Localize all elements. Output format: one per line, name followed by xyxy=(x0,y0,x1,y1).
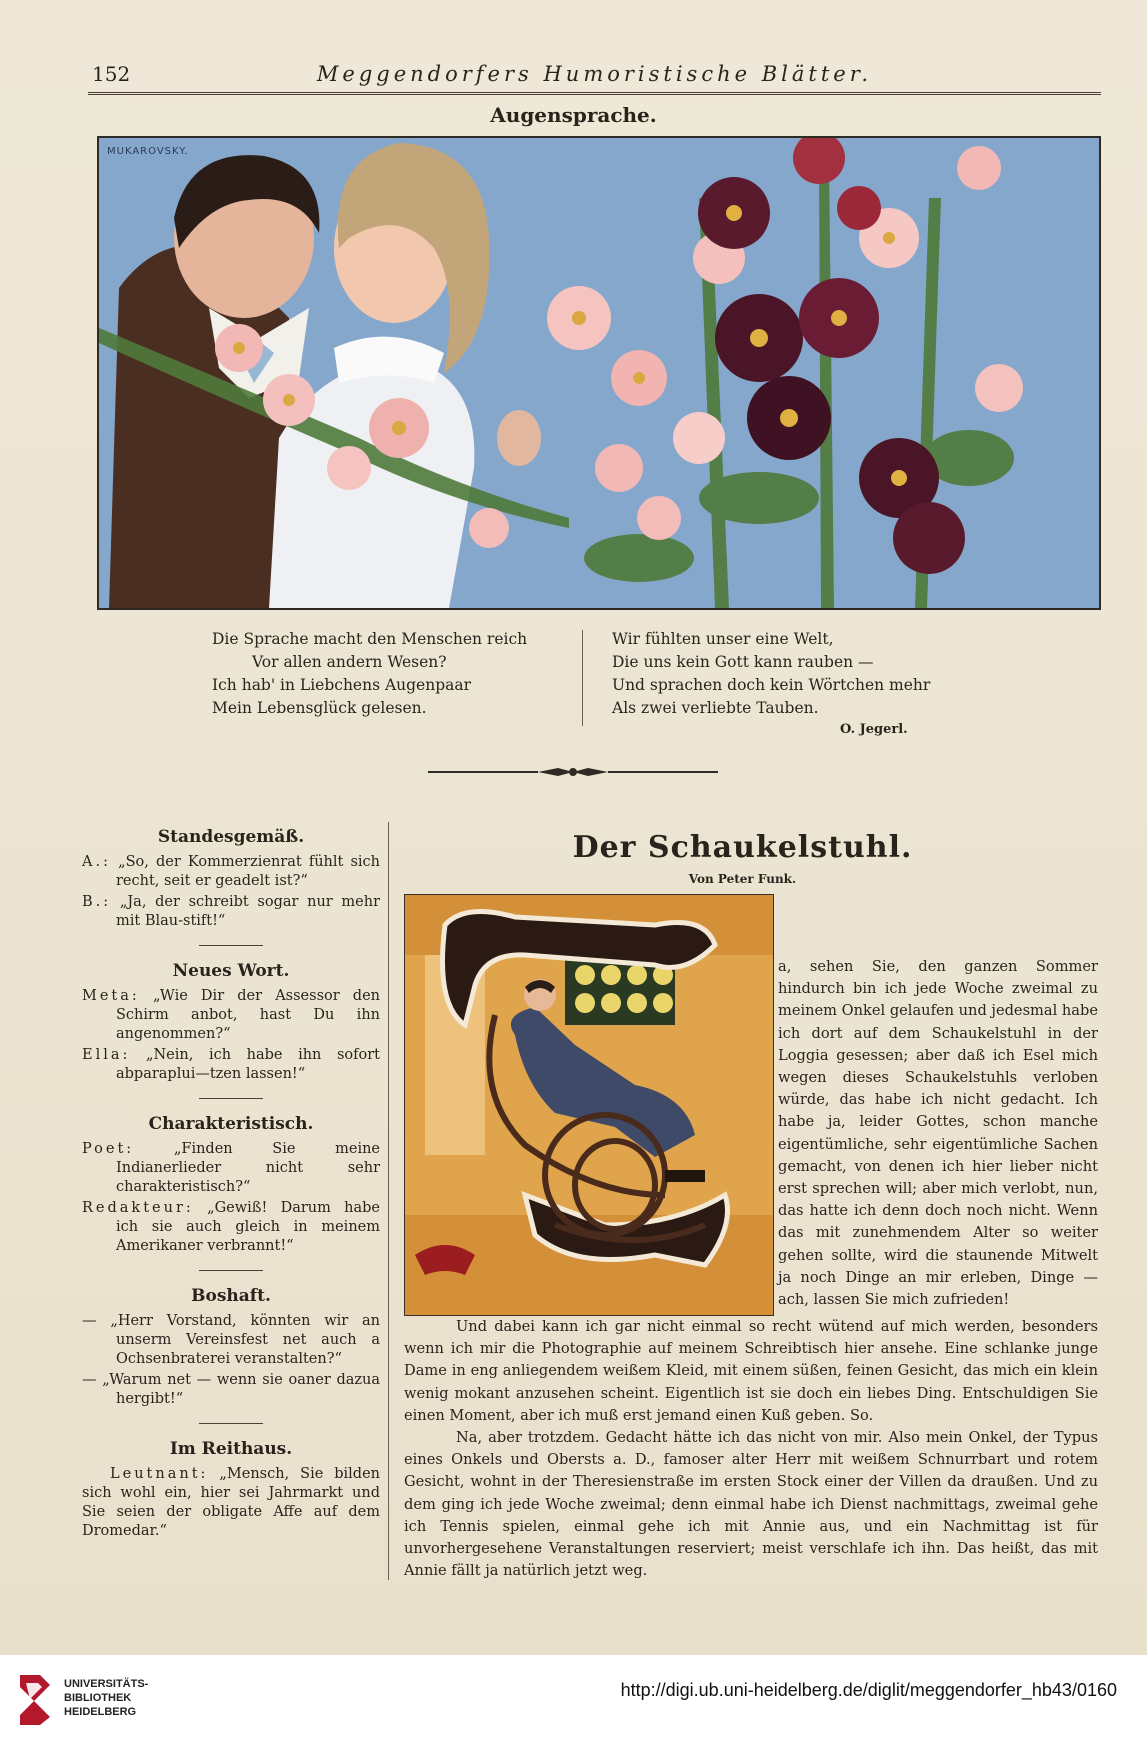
initial-letter-illustration xyxy=(404,894,774,1316)
story-paragraph: Und dabei kann ich gar nicht einmal so recht wütend auf mich werden, besonders wenn ich mir die Photographie auf meinem Schreibtisch hier ansehe. Eine schlanke junge Dame in eng anliegendem weißem Kleid, mit einem süßen, feinen Gesicht, das mich ein klein wenig mokant anzusehen scheint. Eigentlich ist sie doch ein liebes Ding. Entschuldigen Sie einen Moment, aber ich muß erst jemand einen Kuß geben. So. xyxy=(404,1318,1098,1424)
story-title: Der Schaukelstuhl. xyxy=(572,830,913,865)
poem-line: Die uns kein Gott kann rauben — xyxy=(612,653,874,671)
library-name: UNIVERSITÄTS- BIBLIOTHEK HEIDELBERG xyxy=(64,1678,149,1718)
column-rule xyxy=(388,822,389,1580)
poem-stanza-left xyxy=(212,628,552,720)
dialog-line: — „Herr Vorstand, könnten wir an unserm Vereinsfest net auch a Ochsenbraterei veranstalten?“ xyxy=(82,1313,380,1367)
dialog-line: — „Warum net — wenn sie oaner dazua hergibt!“ xyxy=(82,1372,381,1407)
dialog-line: A.: „So, der Kommerzienrat fühlt sich recht, seit er geadelt ist?“ xyxy=(82,854,380,889)
section-separator xyxy=(199,1423,263,1424)
rocking-chair-artwork xyxy=(405,895,773,1315)
library-logo-icon xyxy=(14,1671,54,1727)
poem-author: O. Jegerl. xyxy=(840,722,908,737)
couple-hollyhock-illustration xyxy=(97,136,1101,610)
illustration-artwork xyxy=(99,138,1099,608)
dialog-line: B.: „Ja, der schreibt sogar nur mehr mit Blau-stift!“ xyxy=(82,894,380,929)
section-title: Charakteristisch. xyxy=(148,1114,314,1134)
story-paragraph: Na, aber trotzdem. Gedacht hätte ich das nicht von mir. Also mein Onkel, der Typus eines Onkels und Obersts a. D., famoser alter Herr mit weißem Schnurrbart und rotem Gesicht, wohnt in der Theresienstraße im ersten Stock einer der Villen da draußen. Und zu dem ging ich jede Woche zweimal; denn einmal habe ich Dienst nachmittags, zweimal gehe ich Tennis spielen, einmal gehe ich mit Annie aus, und ein Nachmittag ist für unvorhergesehene Veranstaltungen reserviert; meist verschlafe ich ihn. Das heißt, das mit Annie fällt ja natürlich jetzt weg. xyxy=(404,1429,1098,1580)
dialog-line: Leutnant: „Mensch, Sie bilden sich wohl ein, hier sei Jahrmarkt und Sie seien der obligate Affe auf dem Dromedar.“ xyxy=(82,1466,381,1539)
running-title: Meggendorfers Humoristische Blätter. xyxy=(316,62,873,86)
poem-line: Und sprachen doch kein Wörtchen mehr xyxy=(612,676,931,694)
poem-stanza-right xyxy=(612,628,942,720)
poem-divider xyxy=(582,630,595,726)
dialog-line: Poet: „Finden Sie meine Indianerlieder nicht sehr charakteristisch?“ xyxy=(82,1141,380,1195)
poem-line: Die Sprache macht den Menschen reich xyxy=(212,630,528,648)
section-title: Im Reithaus. xyxy=(169,1439,293,1459)
ornamental-divider xyxy=(428,766,718,778)
story-byline: Von Peter Funk. xyxy=(688,872,797,886)
digitization-footer xyxy=(0,1655,1147,1744)
dialog-line: Redakteur: „Gewiß! Darum habe ich sie auch gleich in meinem Amerikaner verbrannt!“ xyxy=(82,1200,380,1254)
section-separator xyxy=(199,1270,263,1271)
poem-line: Als zwei verliebte Tauben. xyxy=(612,699,819,717)
poem-title: Augensprache. xyxy=(490,103,657,127)
section-title: Neues Wort. xyxy=(172,961,290,981)
jokes-column xyxy=(82,828,380,1543)
section-separator xyxy=(199,1098,263,1099)
section-separator xyxy=(199,945,263,946)
source-url-link[interactable]: http://digi.ub.uni-heidelberg.de/diglit/meggendorfer_hb43/0160 xyxy=(620,1680,1117,1700)
section-title: Boshaft. xyxy=(191,1286,271,1306)
section-title: Standesgemäß. xyxy=(157,827,305,847)
poem-line: Mein Lebensglück gelesen. xyxy=(212,699,427,717)
poem-line: Wir fühlten unser eine Welt, xyxy=(612,630,834,648)
illustration-signature: MUKAROVSKY. xyxy=(107,146,189,157)
dialog-line: Meta: „Wie Dir der Assessor den Schirm anbot, hast Du ihn angenommen?“ xyxy=(82,988,381,1042)
poem-line: Ich hab' in Liebchens Augenpaar xyxy=(212,676,472,694)
page-number: 152 xyxy=(92,62,131,86)
dialog-line: Ella: „Nein, ich habe ihn sofort abparaplui—tzen lassen!“ xyxy=(82,1047,380,1082)
story-opening-text: a, sehen Sie, den ganzen Sommer hindurch bin ich jede Woche zweimal zu meinem Onkel gelaufen und jedesmal habe ich dort auf dem Schaukelstuhl in der Loggia gesessen; aber daß ich Esel mich wegen dieses Schaukelstuhls verloben würde, das habe ich nicht gedacht. Ich habe ja, leider Gottes, schon manche eigentümliche, sehr eigentümliche Sachen gemacht, von denen ich hier lieber nicht erst sprechen will; aber mich verlobt, nun, das hatte ich denn doch noch nicht. Wenn das mit zunehmendem Alter so weiter gehen sollte, wird die staunende Mitwelt ja noch Dinge an mir erleben, Dinge — ach, lassen Sie mich zufrieden! xyxy=(778,958,1098,1309)
page-header xyxy=(88,62,1101,95)
story-body xyxy=(404,1316,1098,1582)
poem-line: Vor allen andern Wesen? xyxy=(252,653,447,671)
